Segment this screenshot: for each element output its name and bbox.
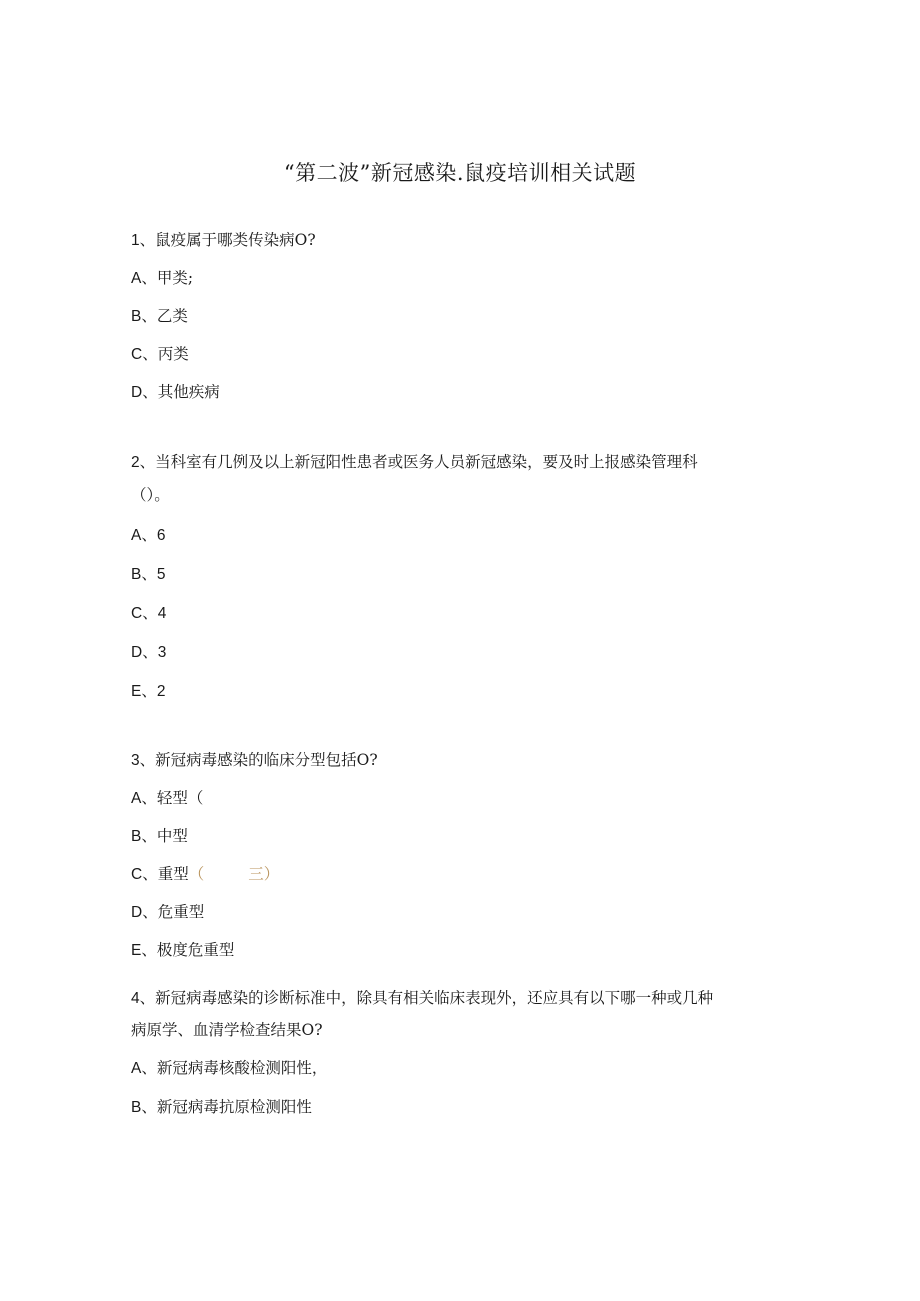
option-letter: D、 (131, 384, 158, 401)
option-b (131, 826, 188, 847)
option-a (131, 268, 193, 289)
question-number: 4、 (131, 990, 156, 1007)
option-text: 乙类 (156, 307, 188, 325)
handwritten-note-close: 三） (248, 865, 280, 883)
handwritten-note-open: （ (188, 865, 205, 883)
option-letter: A、 (131, 1060, 157, 1077)
option-text: 其他疾病 (157, 383, 220, 401)
option-text: 危重型 (157, 903, 205, 921)
option-text: 重型 (157, 865, 189, 883)
question-text: 当科室有几例及以上新冠阳性患者或医务人员新冠感染，要及时上报感染管理科 (155, 453, 698, 471)
option-c (131, 603, 166, 624)
option-letter: D、 (131, 644, 158, 661)
option-a (131, 525, 165, 546)
question-number: 2、 (131, 454, 156, 471)
question-2-continued (131, 485, 170, 505)
option-b (131, 564, 165, 585)
question-4-continued (131, 1020, 323, 1040)
option-text: 丙类 (157, 345, 189, 363)
question-number: 3、 (131, 752, 156, 769)
option-e (131, 681, 165, 702)
option-text: 3 (157, 644, 167, 661)
option-text: 甲类; (156, 269, 194, 287)
option-letter: C、 (131, 346, 158, 363)
question-text: 鼠疫属于哪类传染病O? (155, 231, 316, 249)
option-text: 轻型（ (156, 789, 204, 807)
option-a (131, 788, 203, 809)
option-text: 新冠病毒核酸检测阳性， (156, 1059, 328, 1077)
option-text: 极度危重型 (156, 941, 235, 959)
question-1 (131, 230, 316, 251)
option-c (131, 864, 279, 885)
option-letter: A、 (131, 270, 157, 287)
option-letter: A、 (131, 527, 157, 544)
page-title: “第二波”新冠感染.鼠疫培训相关试题 (283, 161, 637, 185)
option-text: 5 (156, 566, 166, 583)
option-text: 4 (157, 605, 167, 622)
option-d (131, 382, 220, 403)
option-text: 中型 (156, 827, 188, 845)
question-2 (131, 452, 698, 473)
option-letter: B、 (131, 828, 157, 845)
question-number: 1、 (131, 232, 156, 249)
option-e (131, 940, 234, 961)
question-text: 新冠病毒感染的诊断标准中，除具有相关临床表现外，还应具有以下哪一种或几种 (155, 989, 714, 1007)
option-letter: B、 (131, 1099, 157, 1116)
option-letter: D、 (131, 904, 158, 921)
option-b (131, 306, 188, 327)
question-text-cont: 病原学、血清学检查结果O? (131, 1021, 323, 1039)
option-letter: E、 (131, 683, 157, 700)
option-text: 新冠病毒抗原检测阳性 (156, 1098, 312, 1116)
question-text-cont: （）。 (131, 486, 170, 504)
option-letter: B、 (131, 566, 157, 583)
question-4 (131, 988, 713, 1009)
question-3 (131, 750, 378, 771)
question-text: 新冠病毒感染的临床分型包括O? (155, 751, 378, 769)
option-letter: E、 (131, 942, 157, 959)
option-text: 6 (156, 527, 166, 544)
option-letter: C、 (131, 605, 158, 622)
option-letter: B、 (131, 308, 157, 325)
option-letter: A、 (131, 790, 157, 807)
option-a (131, 1058, 327, 1079)
option-letter: C、 (131, 866, 158, 883)
option-text: 2 (156, 683, 166, 700)
option-d (131, 902, 204, 923)
option-c (131, 344, 189, 365)
option-d (131, 642, 166, 663)
option-b (131, 1097, 312, 1118)
